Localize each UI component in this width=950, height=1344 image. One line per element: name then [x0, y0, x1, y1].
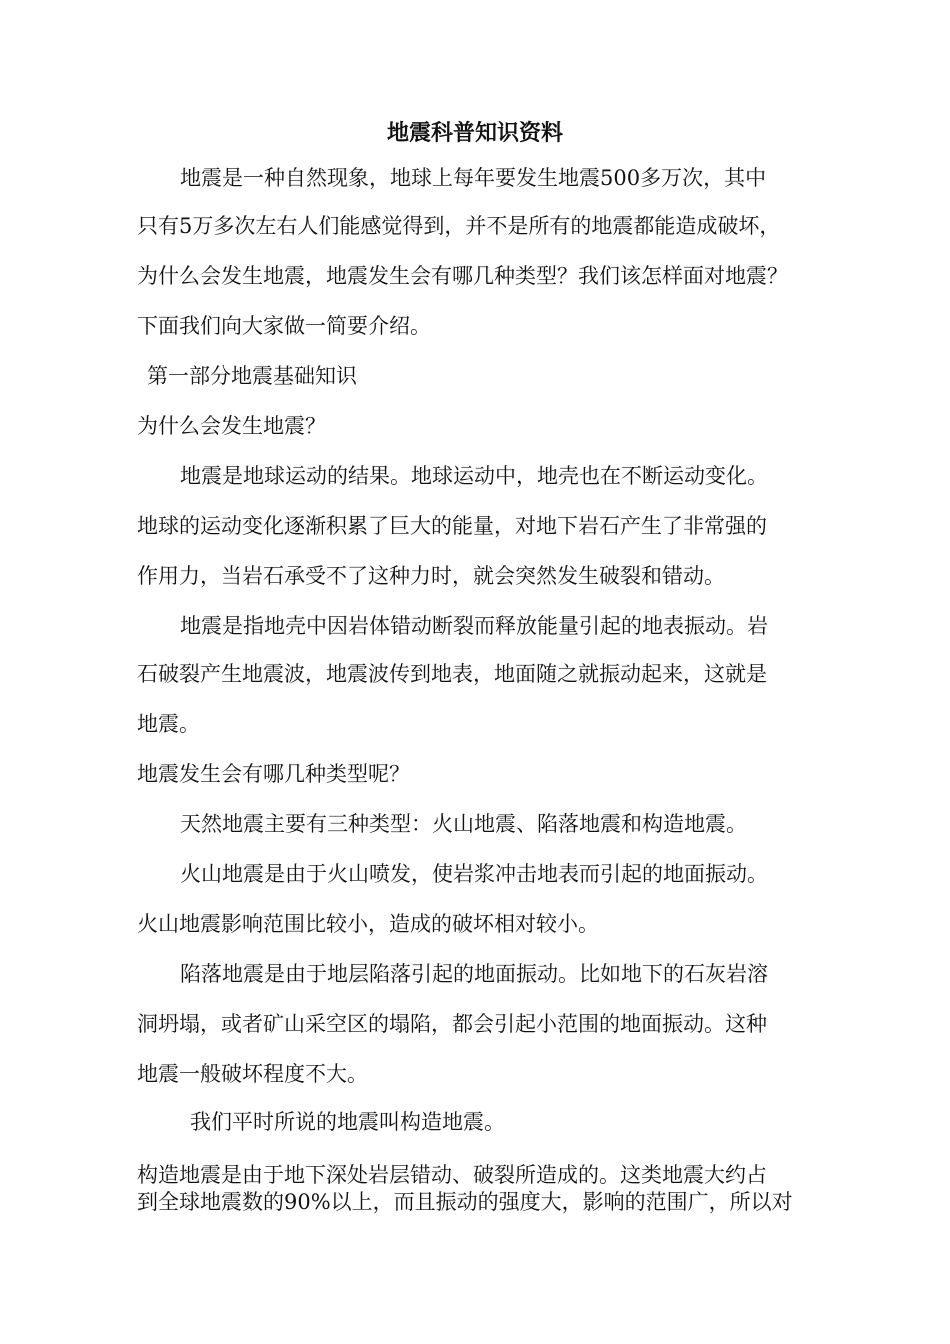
paragraph-line: 陷落地震是由于地层陷落引起的地面振动。比如地下的石灰岩溶: [180, 962, 768, 986]
paragraph-line: 构造地震是由于地下深处岩层错动、破裂所造成的。这类地震大约占: [137, 1163, 767, 1187]
document-title: 地震科普知识资料: [386, 120, 563, 146]
paragraph-line: 石破裂产生地震波，地震波传到地表，地面随之就振动起来，这就是: [137, 662, 767, 686]
paragraph-line: 天然地震主要有三种类型：火山地震、陷落地震和构造地震。: [180, 812, 747, 836]
paragraph-line: 我们平时所说的地震叫构造地震。: [190, 1110, 505, 1134]
paragraph-line: 地震。: [137, 712, 200, 736]
paragraph-line: 火山地震影响范围比较小，造成的破坏相对较小。: [137, 912, 599, 936]
paragraph-line: 到全球地震数的90%以上，而且振动的强度大，影响的范围广，所以对: [137, 1190, 793, 1214]
paragraph-line: 地球的运动变化逐渐积累了巨大的能量，对地下岩石产生了非常强的: [137, 514, 767, 538]
paragraph-line: 地震是地球运动的结果。地球运动中，地壳也在不断运动变化。: [180, 464, 768, 488]
section-heading: 第一部分地震基础知识: [147, 364, 357, 388]
paragraph-line: 地震是一种自然现象，地球上每年要发生地震500多万次，其中: [180, 166, 767, 190]
paragraph-line: 下面我们向大家做一简要介绍。: [137, 314, 431, 338]
paragraph-line: 火山地震是由于火山喷发，使岩浆冲击地表而引起的地面振动。: [180, 862, 768, 886]
paragraph-line: 地震是指地壳中因岩体错动断裂而释放能量引起的地表振动。岩: [180, 614, 768, 638]
subheading: 为什么会发生地震？: [137, 414, 326, 438]
paragraph-line: 只有5万多次左右人们能感觉得到，并不是所有的地震都能造成破坏，: [137, 214, 781, 238]
paragraph-line: 作用力，当岩石承受不了这种力时，就会突然发生破裂和错动。: [137, 564, 725, 588]
subheading: 地震发生会有哪几种类型呢？: [137, 762, 410, 786]
paragraph-line: 为什么会发生地震，地震发生会有哪几种类型？我们该怎样面对地震？: [137, 264, 788, 288]
paragraph-line: 洞坍塌，或者矿山采空区的塌陷，都会引起小范围的地面振动。这种: [137, 1012, 767, 1036]
paragraph-line: 地震一般破坏程度不大。: [137, 1062, 368, 1086]
